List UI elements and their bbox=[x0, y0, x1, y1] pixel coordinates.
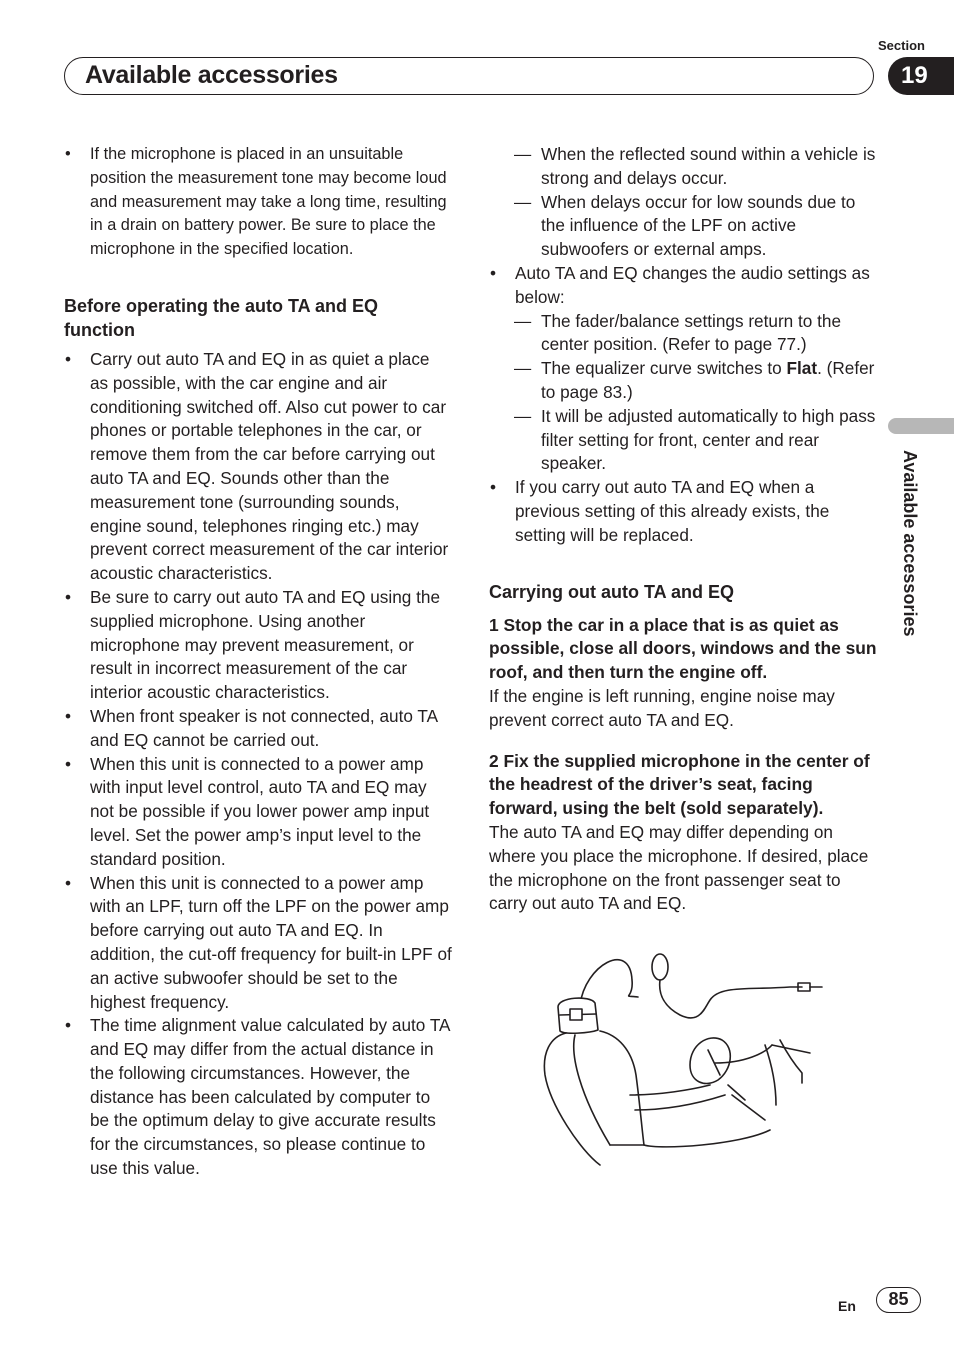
eq-text: The equalizer curve switches to bbox=[541, 358, 787, 379]
side-tab-label: Available accessories bbox=[900, 450, 920, 637]
page-number: 85 bbox=[876, 1287, 921, 1313]
section-number: 19 bbox=[888, 57, 954, 95]
list-item: • Be sure to carry out auto TA and EQ using the supplied microphone. Using another microphone may prevent measurement, or result in incorrect measurement of the car interior acoustic characteristics. bbox=[64, 586, 452, 705]
precaution-list bbox=[64, 348, 452, 1181]
list-item: • When this unit is connected to a power amp with input level control, auto TA and EQ may not be possible if you lower power amp input level. Set the power amp’s input level to the standard position. bbox=[64, 753, 452, 872]
step-2-body: The auto TA and EQ may differ depending on where you place the microphone. If desired, place the microphone on the front passenger seat to carry out auto TA and EQ. bbox=[489, 821, 869, 914]
section-heading-before: Before operating the auto TA and EQ function bbox=[64, 295, 379, 340]
list-item: • When this unit is connected to a power amp with an LPF, turn off the LPF on the power amp before carrying out auto TA and EQ. In addition, the cut-off frequency for built-in LPF of an active subwoofer should be set to the highest frequency. bbox=[64, 872, 452, 1015]
list-item: — When the reflected sound within a vehicle is strong and delays occur. bbox=[489, 143, 879, 191]
list-item: — When delays occur for low sounds due to the influence of the LPF on active subwoofers or external amps. bbox=[489, 191, 879, 262]
eq-flat-label: Flat bbox=[786, 358, 818, 379]
list-item bbox=[489, 357, 879, 405]
list-item: • If you carry out auto TA and EQ when a previous setting of this already exists, the setting will be replaced. bbox=[489, 476, 879, 547]
page-title: Available accessories bbox=[85, 61, 338, 89]
list-item: • Auto TA and EQ changes the audio settings as below: bbox=[489, 262, 879, 310]
list-item: — It will be adjusted automatically to high pass filter setting for front, center and rear speaker. bbox=[489, 405, 879, 476]
section-heading-carrying: Carrying out auto TA and EQ bbox=[489, 581, 735, 602]
language-code: En bbox=[838, 1298, 856, 1314]
intro-bullet: • If the microphone is placed in an unsuitable position the measurement tone may become loud and measurement may take a long time, resulting in a drain on battery power. Be sure to place the microphone in the specified location. bbox=[64, 143, 452, 262]
microphone-headrest-illustration bbox=[540, 945, 830, 1170]
right-column bbox=[489, 143, 879, 916]
list-item: • Carry out auto TA and EQ in as quiet a place as possible, with the car engine and air conditioning switched off. Also cut power to car phones or portable telephones in the car, or remove them from the car before carrying out auto TA and EQ. Sounds other than the measurement tone (surrounding sounds, engine sound, telephones ringing etc.) may prevent correct measurement of the car interior acoustic characteristics. bbox=[64, 348, 452, 586]
section-label: Section bbox=[878, 38, 925, 53]
step-1-body: If the engine is left running, engine noise may prevent correct auto TA and EQ. bbox=[489, 685, 835, 730]
left-column bbox=[64, 143, 452, 1181]
list-item: • When front speaker is not connected, auto TA and EQ cannot be carried out. bbox=[64, 705, 452, 753]
list-item: — The fader/balance settings return to the center position. (Refer to page 77.) bbox=[489, 310, 879, 358]
title-bar bbox=[64, 57, 874, 95]
list-item: • The time alignment value calculated by auto TA and EQ may differ from the actual distance in the following circumstances. However, the distance has been calculated by computer to be the optimum delay to give accurate results for the circumstances, so please continue to use this value. bbox=[64, 1014, 452, 1181]
step-1-heading: 1 Stop the car in a place that is as quiet as possible, close all doors, windows and the sun roof, and then turn the engine off. bbox=[489, 614, 877, 683]
side-tab-marker bbox=[888, 418, 954, 434]
eq-text-ref: . (Refer to page 83.) bbox=[541, 358, 875, 402]
step-2-heading: 2 Fix the supplied microphone in the center of the headrest of the driver’s seat, facing forward, using the belt (sold separately). bbox=[489, 750, 870, 819]
